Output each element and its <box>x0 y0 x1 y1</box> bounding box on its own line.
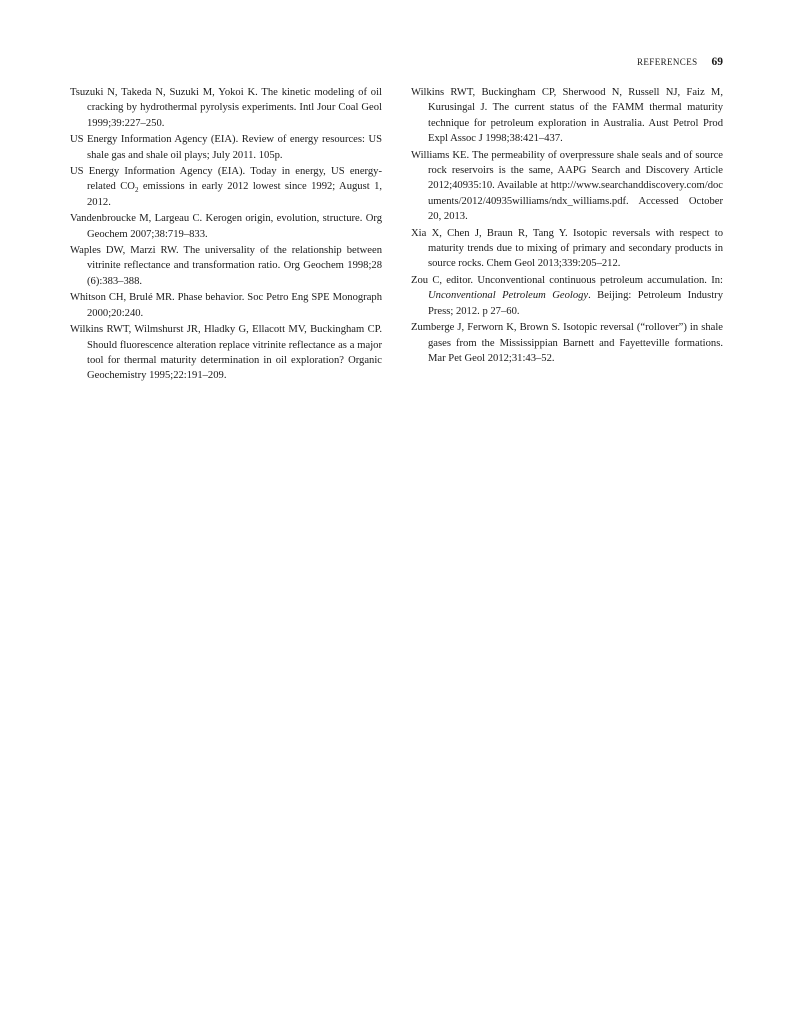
reference-url-link[interactable]: http://www.searchanddiscovery.com/documents/2012/40935williams/ndx_williams.pdf <box>428 180 723 207</box>
reference-entry-xia: Xia X, Chen J, Braun R, Tang Y. Isotopic reversals with respect to maturity trends due to mixing of primary and secondary products in source rocks. Chem Geol 2013;339:205–212. <box>411 227 723 270</box>
reference-text-part: US Energy Information Agency (EIA). Today in energy, US energy-related CO <box>70 166 382 193</box>
reference-entry-eia-today <box>70 164 382 210</box>
reference-entry-wilkins-1998: Wilkins RWT, Buckingham CP, Sherwood N, Russell NJ, Faiz M, Kurusingal J. The current status of the FAMM thermal maturity technique for petroleum exploration in Australia. Aust Petrol Prod Expl Assoc J 1998;38:421–437. <box>411 87 723 145</box>
references-left-column <box>70 85 382 385</box>
subscript-2: 2 <box>134 186 139 195</box>
reference-entry-zumberge: Zumberge J, Ferworn K, Brown S. Isotopic reversal (“rollover”) in shale gases from the Mississippian Barnett and Fayetteville formations. Mar Pet Geol 2012;31:43–52. <box>411 322 723 364</box>
references-right-column <box>411 85 723 367</box>
reference-entry-zou <box>411 273 723 319</box>
running-head-section-title: REFERENCES <box>636 57 698 67</box>
reference-entry-vandenbroucke: Vandenbroucke M, Largeau C. Kerogen origin, evolution, structure. Org Geochem 2007;38:719–833. <box>70 213 382 240</box>
reference-text-part: . Beijing: Petroleum Industry Press; 2012. p 27–60. <box>428 290 723 317</box>
reference-entry-williams <box>411 148 723 225</box>
page-number: 69 <box>711 56 723 68</box>
reference-text-part: emissions in early 2012 lowest since 1992; August 1, 2012. <box>87 181 383 208</box>
reference-entry-eia-review: US Energy Information Agency (EIA). Review of energy resources: US shale gas and shale oil plays; July 2011. 105p. <box>70 134 382 161</box>
reference-text-part: . Accessed October 20, 2013. <box>428 195 723 223</box>
reference-text-part: Williams KE. The permeability of overpressure shale seals and of source rock reservoirs is the same, AAPG Search and Discovery Article 2012;40935:10. Available at <box>411 149 723 192</box>
reference-text-part: Zou C, editor. Unconventional continuous petroleum accumulation. In: <box>411 274 723 286</box>
reference-entry-whitson: Whitson CH, Brulé MR. Phase behavior. Soc Petro Eng SPE Monograph 2000;20:240. <box>70 292 382 319</box>
book-title: Unconventional Petroleum Geology <box>428 290 589 302</box>
reference-entry-tsuzuki: Tsuzuki N, Takeda N, Suzuki M, Yokoi K. The kinetic modeling of oil cracking by hydrothermal pyrolysis experiments. Intl Jour Coal Geol 1999;39:227–250. <box>70 87 382 129</box>
reference-entry-waples: Waples DW, Marzi RW. The universality of the relationship between vitrinite reflectance and transformation ratio. Org Geochem 1998;28 (6):383–388. <box>70 245 382 287</box>
running-head <box>637 56 723 68</box>
reference-entry-wilkins-1995: Wilkins RWT, Wilmshurst JR, Hladky G, Ellacott MV, Buckingham CP. Should fluorescence alteration replace vitrinite reflectance as a major tool for thermal maturity determination in oil exploration? Organic Geochemistry 1995;22:191–209. <box>70 324 382 382</box>
